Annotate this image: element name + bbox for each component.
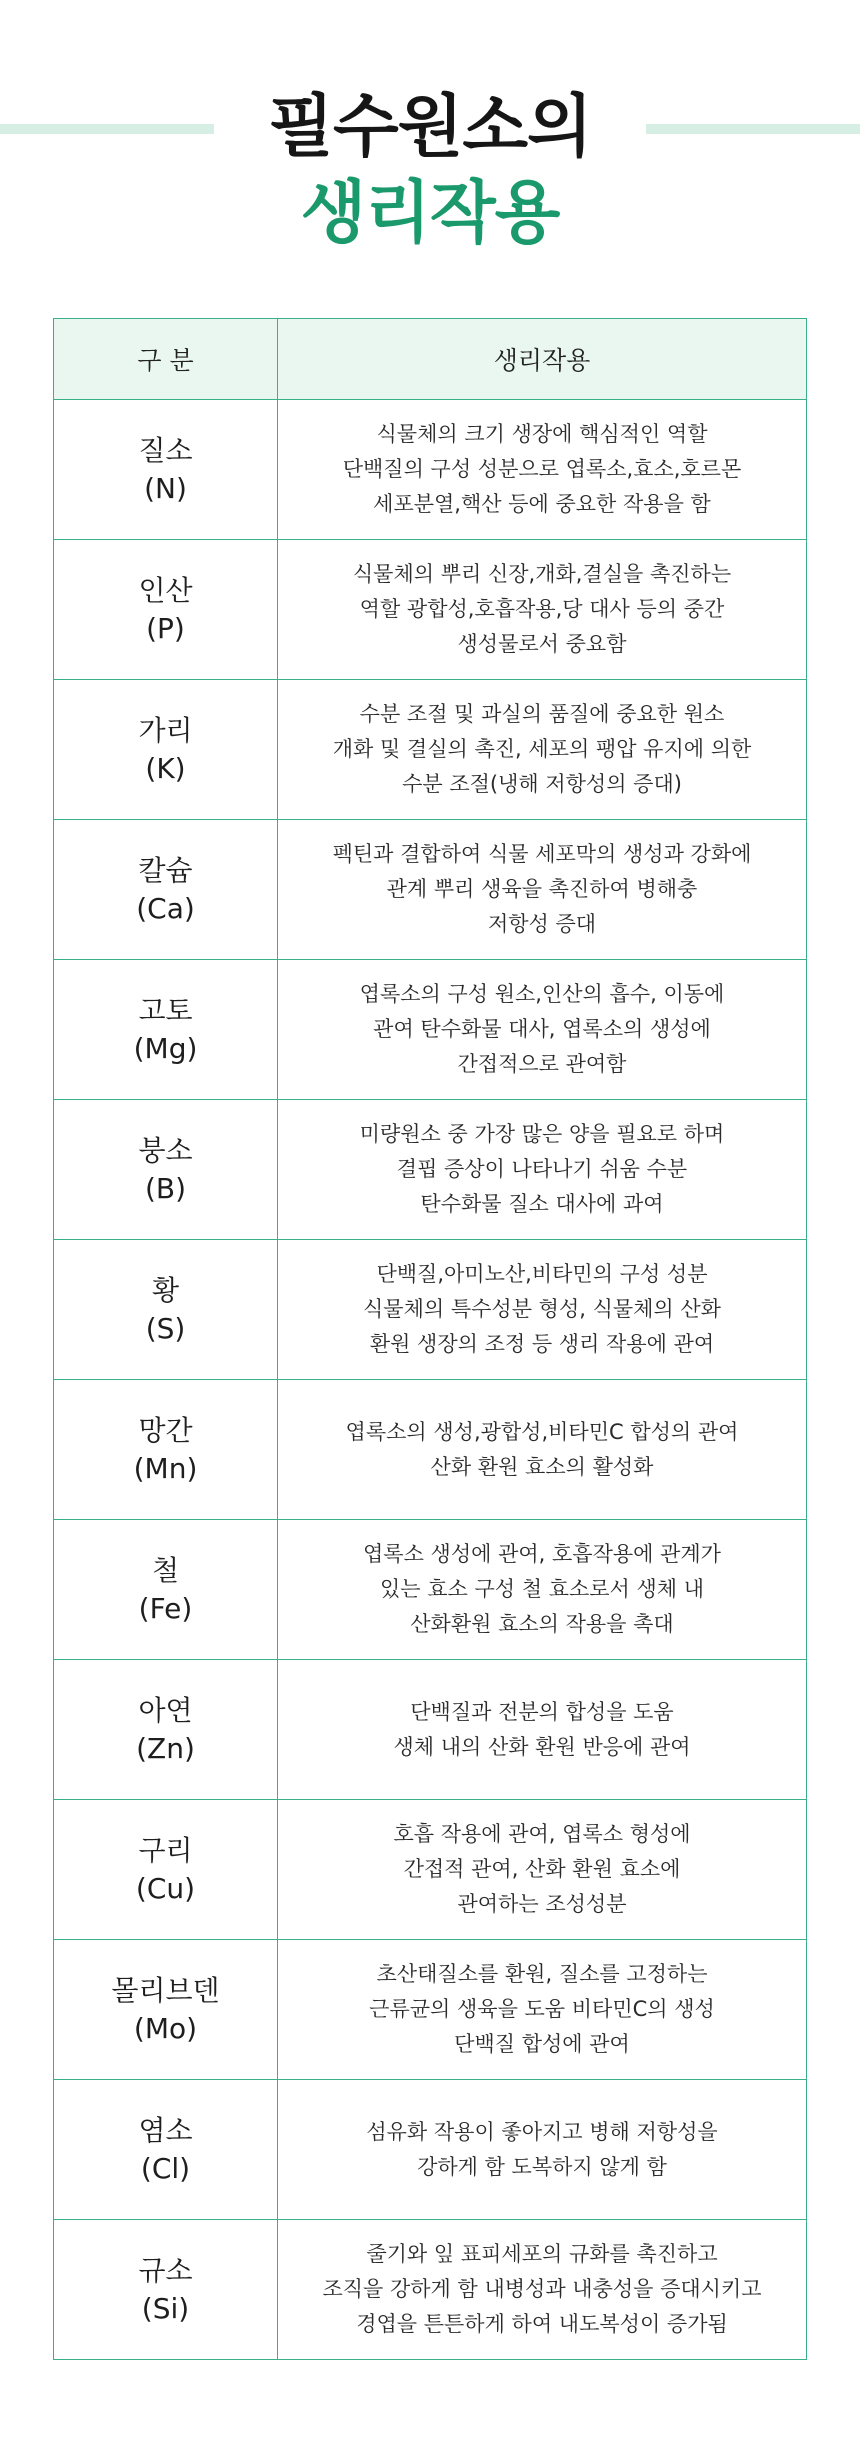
element-name: 황 (151, 1273, 180, 1307)
table-row (54, 679, 806, 819)
element-name: 칼슘 (138, 853, 193, 887)
element-cell (54, 1240, 278, 1379)
element-cell (54, 1380, 278, 1519)
element-cell (54, 2080, 278, 2219)
element-symbol: (Mn) (133, 1451, 198, 1485)
element-name: 망간 (138, 1413, 193, 1447)
table-row (54, 539, 806, 679)
function-cell (278, 1100, 806, 1239)
element-name: 구리 (138, 1833, 193, 1867)
function-cell (278, 540, 806, 679)
element-name: 아연 (138, 1693, 193, 1727)
element-name: 가리 (138, 713, 193, 747)
header-cell-category (54, 319, 278, 399)
function-cell (278, 960, 806, 1099)
element-name: 붕소 (138, 1133, 193, 1167)
element-symbol: (P) (146, 611, 185, 645)
table-row (54, 2219, 806, 2359)
function-description: 단백질,아미노산,비타민의 구성 성분 식물체의 특수성분 형성, 식물체의 산화 환원 생장의 조정 등 생리 작용에 관여 (363, 1262, 721, 1356)
element-symbol: (Cl) (140, 2151, 191, 2185)
table-row (54, 1939, 806, 2079)
function-cell (278, 2080, 806, 2219)
element-symbol: (B) (144, 1171, 187, 1205)
element-cell (54, 680, 278, 819)
function-cell (278, 820, 806, 959)
header-cell-function (278, 319, 806, 399)
function-description: 수분 조절 및 과실의 품질에 중요한 원소 개화 및 결실의 촉진, 세포의 팽압 유지에 의한 수분 조절(냉해 저항성의 증대) (332, 702, 752, 796)
element-name: 몰리브덴 (111, 1973, 220, 2007)
nutrient-function-table (53, 318, 807, 2360)
function-cell (278, 1240, 806, 1379)
element-cell (54, 820, 278, 959)
column-header-function: 생리작용 (493, 346, 591, 375)
element-cell (54, 1100, 278, 1239)
element-cell (54, 540, 278, 679)
function-cell (278, 1940, 806, 2079)
element-cell (54, 1520, 278, 1659)
page-header (0, 0, 860, 300)
function-description: 섬유화 작용이 좋아지고 병해 저항성을 강하게 함 도복하지 않게 함 (366, 2119, 718, 2179)
table-row (54, 2079, 806, 2219)
element-symbol: (Mo) (133, 2011, 198, 2045)
function-description: 호흡 작용에 관여, 엽록소 형성에 간접적 관여, 산화 환원 효소에 관여하는 조성성분 (393, 1822, 691, 1916)
element-name: 철 (151, 1553, 180, 1587)
function-cell (278, 680, 806, 819)
element-cell (54, 2220, 278, 2359)
element-symbol: (N) (144, 471, 187, 505)
function-cell (278, 1660, 806, 1799)
element-cell (54, 1800, 278, 1939)
function-description: 식물체의 크기 생장에 핵심적인 역할 단백질의 구성 성분으로 엽록소,효소,호르몬 세포분열,핵산 등에 중요한 작용을 함 (342, 422, 742, 516)
function-cell (278, 1380, 806, 1519)
element-symbol: (S) (145, 1311, 186, 1345)
element-name: 규소 (138, 2253, 193, 2287)
element-symbol: (Zn) (136, 1731, 195, 1765)
function-cell (278, 1800, 806, 1939)
table-row (54, 959, 806, 1099)
element-cell (54, 1660, 278, 1799)
element-symbol: (Mg) (133, 1031, 198, 1065)
table-row (54, 399, 806, 539)
page-title-line2: 생리작용 (300, 174, 560, 253)
function-description: 엽록소의 생성,광합성,비타민C 합성의 관여 산화 환원 효소의 활성화 (345, 1419, 739, 1479)
element-name: 질소 (138, 433, 193, 467)
table-row (54, 1799, 806, 1939)
element-symbol: (Cu) (135, 1871, 196, 1905)
function-description: 식물체의 뿌리 신장,개화,결실을 촉진하는 역할 광합성,호흡작용,당 대사 등의 중간 생성물로서 중요함 (352, 562, 732, 656)
function-cell (278, 400, 806, 539)
function-description: 미량원소 중 가장 많은 양을 필요로 하며 결핍 증상이 나타나기 쉬움 수분 탄수화물 질소 대사에 과여 (359, 1122, 725, 1216)
table-row (54, 1659, 806, 1799)
element-symbol: (Ca) (136, 891, 195, 925)
function-cell (278, 2220, 806, 2359)
function-description: 줄기와 잎 표피세포의 규화를 촉진하고 조직을 강하게 함 내병성과 내충성을 증대시키고 경엽을 튼튼하게 하여 내도복성이 증가됨 (322, 2242, 762, 2336)
table-row (54, 1519, 806, 1659)
function-description: 엽록소의 구성 원소,인산의 흡수, 이동에 관여 탄수화물 대사, 엽록소의 생성에 간접적으로 관여함 (359, 982, 725, 1076)
element-cell (54, 400, 278, 539)
function-cell (278, 1520, 806, 1659)
function-description: 단백질과 전분의 합성을 도움 생체 내의 산화 환원 반응에 관여 (393, 1699, 691, 1759)
element-cell (54, 960, 278, 1099)
element-symbol: (Si) (141, 2291, 190, 2325)
page-title-line1: 필수원소의 (268, 88, 592, 167)
element-name: 인산 (138, 573, 193, 607)
column-header-category: 구 분 (137, 346, 194, 375)
table-row (54, 819, 806, 959)
element-symbol: (K) (145, 751, 186, 785)
table-row (54, 1379, 806, 1519)
element-name: 염소 (138, 2113, 193, 2147)
table-header-row (54, 319, 806, 399)
table-row (54, 1239, 806, 1379)
function-description: 초산태질소를 환원, 질소를 고정하는 근류균의 생육을 도움 비타민C의 생성 단백질 합성에 관여 (369, 1962, 715, 2056)
element-cell (54, 1940, 278, 2079)
table-row (54, 1099, 806, 1239)
function-description: 엽록소 생성에 관여, 호흡작용에 관계가 있는 효소 구성 철 효소로서 생체 내 산화환원 효소의 작용을 촉대 (363, 1542, 721, 1636)
element-name: 고토 (138, 993, 193, 1027)
function-description: 펙틴과 결합하여 식물 세포막의 생성과 강화에 관계 뿌리 생육을 촉진하여 병해충 저항성 증대 (332, 842, 752, 936)
element-symbol: (Fe) (138, 1591, 193, 1625)
